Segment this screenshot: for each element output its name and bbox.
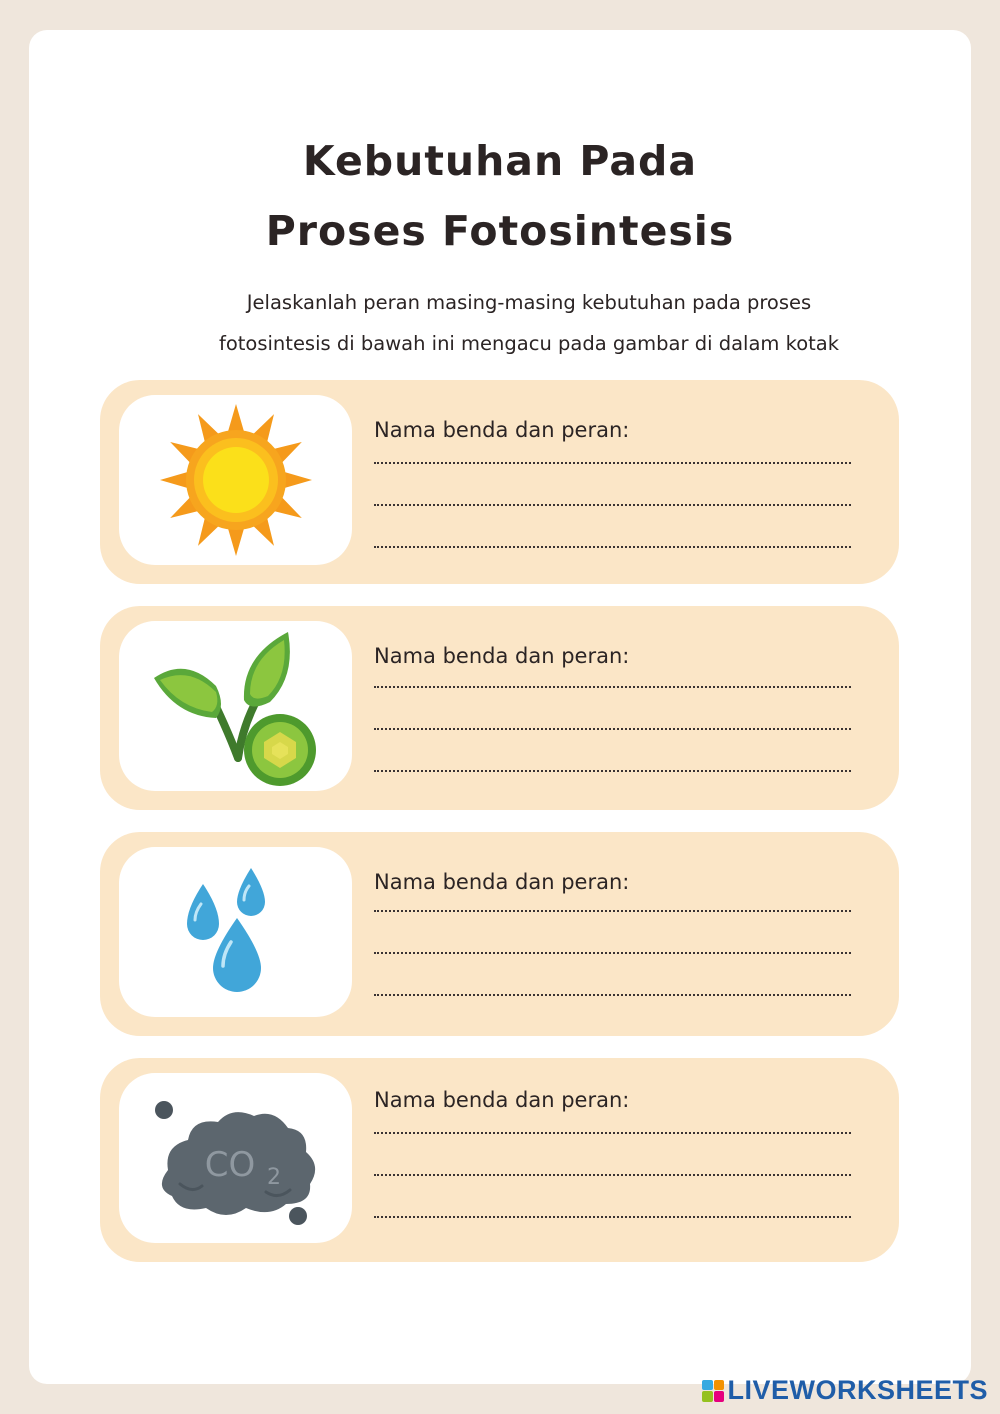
card-sun [100, 380, 899, 584]
page-title [29, 126, 971, 266]
answer-line-1[interactable] [374, 462, 851, 464]
instructions-line-1: Jelaskanlah peran masing-masing kebutuhan pada proses [246, 291, 812, 314]
plant-chloroplast-icon [146, 626, 326, 786]
instructions-line-2: fotosintesis di bawah ini mengacu pada gambar di dalam kotak [218, 332, 840, 355]
answer-line-3[interactable] [374, 770, 851, 772]
card-plant [100, 606, 899, 810]
co2-subscript: 2 [266, 1165, 281, 1190]
instructions [89, 282, 969, 364]
image-box [119, 1073, 352, 1243]
image-box [119, 621, 352, 791]
answer-line-1[interactable] [374, 1132, 851, 1134]
water-drops-icon [181, 862, 291, 1002]
answer-line-3[interactable] [374, 1216, 851, 1218]
sun-icon [156, 400, 316, 560]
card-label: Nama benda dan peran: [374, 870, 630, 894]
answer-line-2[interactable] [374, 728, 851, 730]
answer-line-1[interactable] [374, 686, 851, 688]
image-box [119, 847, 352, 1017]
liveworksheets-logo [702, 1375, 988, 1406]
image-box [119, 395, 352, 565]
answer-line-3[interactable] [374, 994, 851, 996]
card-label: Nama benda dan peran: [374, 418, 630, 442]
card-label: Nama benda dan peran: [374, 1088, 630, 1112]
card-label: Nama benda dan peran: [374, 644, 630, 668]
answer-line-2[interactable] [374, 504, 851, 506]
brand-name: LIVEWORKSHEETS [727, 1375, 988, 1405]
answer-line-1[interactable] [374, 910, 851, 912]
card-water [100, 832, 899, 1036]
title-line-2: Proses Fotosintesis [265, 207, 735, 255]
answer-line-2[interactable] [374, 1174, 851, 1176]
answer-line-3[interactable] [374, 546, 851, 548]
card-co2 [100, 1058, 899, 1262]
answer-line-2[interactable] [374, 952, 851, 954]
co2-cloud-icon [146, 1088, 326, 1228]
liveworksheets-mark-icon [702, 1380, 724, 1402]
title-line-1: Kebutuhan Pada [302, 137, 698, 185]
co2-label: CO [204, 1145, 255, 1185]
